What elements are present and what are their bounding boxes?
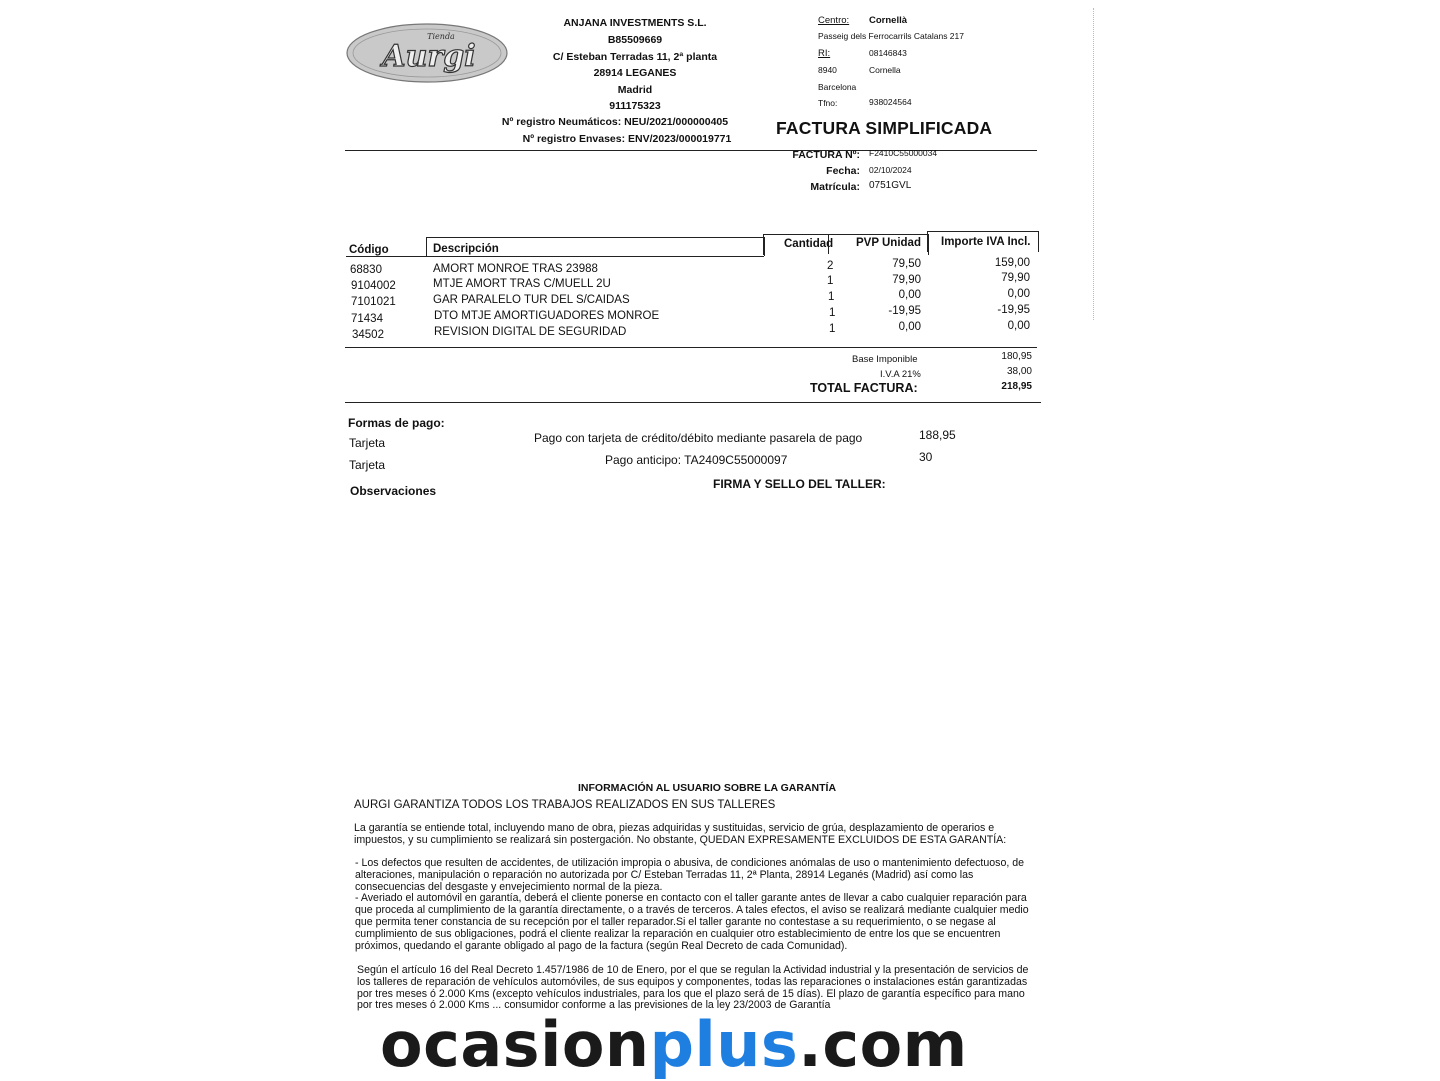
col-importe: Importe IVA Incl.	[941, 236, 1031, 248]
warranty-line: - Los defectos que resulten de accidentes, de utilización impropia o abusiva, de condiciones anómalas de uso o mantenimiento defectuoso, de	[355, 857, 1024, 869]
warranty-paragraph-1	[354, 823, 1054, 847]
scan-margin-line	[1093, 8, 1094, 320]
company-cif: B85509669	[607, 34, 663, 46]
row-cantidad: 1	[829, 307, 836, 319]
total-label: TOTAL FACTURA:	[810, 381, 918, 395]
row-descripcion: REVISION DIGITAL DE SEGURIDAD	[434, 326, 627, 338]
row-descripcion: DTO MTJE AMORTIGUADORES MONROE	[434, 310, 660, 322]
warranty-paragraph-2	[355, 858, 1055, 952]
warranty-line: próximos, quedando el garante obligado al pago de la factura (según Real Decreto de cada Comunidad).	[355, 939, 848, 952]
row-pvp: 79,50	[892, 258, 921, 270]
col-codigo: Código	[349, 244, 389, 256]
row-descripcion: MTJE AMORT TRAS C/MUELL 2U	[433, 278, 611, 290]
watermark-part: plus	[649, 1008, 799, 1081]
registro-neumaticos: Nº registro Neumáticos: NEU/2021/000000405	[501, 116, 729, 128]
warranty-line: cumplimiento de sus obligaciones, podrá el cliente realizar la reparación en cualquier otro establecimiento de entre los que se encuentren	[355, 927, 1001, 940]
centro-address: Passeig dels Ferrocarrils Catalans 217	[818, 31, 964, 41]
row-pvp: 0,00	[898, 321, 921, 333]
svg-text:Aurgi: Aurgi	[382, 39, 476, 74]
company-province: Madrid	[617, 84, 653, 96]
centro-province: Barcelona	[818, 82, 857, 92]
centro-postal: 8940	[818, 65, 837, 75]
iva-value: 38,00	[1006, 366, 1032, 377]
totals-rule	[345, 402, 1041, 403]
registro-envases: Nº registro Envases: ENV/2023/000019771	[522, 133, 732, 145]
invoice-number-label: FACTURA Nº:	[792, 149, 860, 161]
row-codigo: 7101021	[351, 296, 396, 308]
company-phone: 911175323	[609, 100, 661, 112]
payment-method: Tarjeta	[349, 458, 386, 472]
payment-method: Tarjeta	[349, 436, 386, 450]
warranty-line: alteraciones, manipulación o reparación no autorizada por C/ Esteban Terradas 11, 2ª Planta, 28914 Leganés (Madrid) así como las	[355, 868, 974, 881]
row-pvp: 0,00	[898, 289, 921, 301]
payment-description: Pago con tarjeta de crédito/débito mediante pasarela de pago	[534, 431, 863, 445]
plate-value: 0751GVL	[869, 180, 912, 191]
invoice-date-value: 02/10/2024	[869, 165, 912, 175]
warranty-line: consecuencias del desgaste y envejecimiento normal de la pieza.	[355, 880, 663, 893]
payment-description: Pago anticipo: TA2409C55000097	[605, 453, 788, 467]
payment-amount: 188,95	[919, 428, 956, 442]
payment-amount: 30	[919, 450, 933, 464]
invoice-number-value: F2410C55000034	[869, 148, 938, 158]
row-cantidad: 1	[827, 275, 834, 287]
tel-value: 938024564	[869, 97, 912, 107]
row-cantidad: 2	[827, 260, 834, 272]
plate-label: Matrícula:	[810, 181, 860, 193]
row-importe: -19,95	[997, 304, 1030, 316]
col-pvp: PVP Unidad	[856, 237, 921, 249]
tel-label: Tfno:	[818, 98, 838, 108]
warranty-heading: INFORMACIÓN AL USUARIO SOBRE LA GARANTÍA	[578, 782, 837, 794]
observaciones-label: Observaciones	[350, 484, 437, 498]
warranty-line: los talleres de reparación de vehículos automóviles, de sus equipos y componentes, todas las reparaciones o instalaciones están garantizadas	[357, 975, 1028, 988]
table-bottom-rule	[345, 347, 1037, 348]
watermark-part: .com	[798, 1008, 968, 1081]
warranty-line: Según el artículo 16 del Real Decreto 1.457/1986 de 10 de Enero, por el que se regulan la Actividad industrial y la presentación de servicios de	[357, 964, 1029, 976]
watermark-part: ocasion	[380, 1008, 650, 1081]
warranty-line: por tres meses ó 2.000 Kms ... consumidor conforme a las previsiones de la ley 23/2003 de Garantía	[357, 999, 831, 1012]
invoice-date-label: Fecha:	[826, 165, 860, 177]
row-importe: 0,00	[1007, 288, 1030, 300]
warranty-line: por tres meses ó 2.000 Kms (excepto vehículos industriales, para los que el plazo será de 15 días). El plazo de garantía específico para mano	[357, 987, 1025, 1000]
col-descripcion: Descripción	[433, 243, 499, 255]
ri-label: RI:	[818, 48, 831, 59]
row-importe: 0,00	[1007, 320, 1030, 332]
row-importe: 79,90	[1001, 272, 1030, 284]
payment-title: Formas de pago:	[348, 416, 445, 430]
svg-text:Tienda: Tienda	[427, 32, 455, 41]
row-codigo: 9104002	[351, 280, 396, 292]
centro-label: Centro:	[818, 15, 850, 26]
row-cantidad: 1	[829, 323, 836, 335]
total-value: 218,95	[1001, 381, 1032, 392]
warranty-line: - Averiado el automóvil en garantía, deberá el cliente ponerse en contacto con el taller garante antes de llevar a cabo cualquier reparación para	[355, 892, 1027, 905]
header-underline	[346, 256, 764, 257]
row-importe: 159,00	[994, 257, 1030, 269]
warranty-line: La garantía se entiende total, incluyendo mano de obra, piezas adquiridas y sustituidas, servicio de grúa, desplazamiento de operarios e	[354, 822, 995, 834]
company-postal-city: 28914 LEGANES	[593, 67, 677, 79]
row-descripcion: GAR PARALELO TUR DEL S/CAIDAS	[433, 294, 630, 306]
company-name: ANJANA INVESTMENTS S.L.	[563, 17, 707, 29]
row-codigo: 68830	[350, 264, 382, 276]
warranty-line: que proceda al cumplimiento de la garantía directamente, o a través de terceros. A tales efectos, el aviso se realizará mediante cualquier medio	[355, 904, 1029, 917]
row-descripcion: AMORT MONROE TRAS 23988	[433, 263, 598, 275]
row-pvp: -19,95	[888, 305, 921, 317]
invoice-title: FACTURA SIMPLIFICADA	[776, 118, 993, 138]
warranty-line: que permita tener constancia de su recepción por el taller reparador.Si el taller garante no contestase a su requerimiento, o se negase al	[355, 915, 996, 928]
row-codigo: 34502	[352, 329, 384, 341]
warranty-paragraph-3	[357, 965, 1057, 1012]
iva-label: I.V.A 21%	[880, 369, 921, 380]
company-address: C/ Esteban Terradas 11, 2ª planta	[552, 51, 718, 63]
firma-label: FIRMA Y SELLO DEL TALLER:	[713, 477, 886, 491]
row-codigo: 71434	[351, 313, 383, 325]
base-label: Base Imponible	[852, 354, 918, 365]
row-pvp: 79,90	[892, 274, 921, 286]
base-value: 180,95	[1001, 351, 1032, 362]
warranty-subheading: AURGI GARANTIZA TODOS LOS TRABAJOS REALIZADOS EN SUS TALLERES	[354, 799, 776, 811]
ocasionplus-watermark	[380, 1008, 968, 1081]
warranty-line: impuestos, y su cumplimiento se realizará sin postergación. No obstante, QUEDAN EXPRESAMENTE EXCLUIDOS DE ESTA GARANTÍA:	[354, 833, 1007, 846]
row-cantidad: 1	[828, 291, 835, 303]
ri-value: 08146843	[869, 48, 907, 58]
centro-value: Cornellà	[869, 15, 908, 26]
col-cantidad: Cantidad	[784, 238, 834, 250]
centro-city: Cornella	[869, 65, 901, 75]
